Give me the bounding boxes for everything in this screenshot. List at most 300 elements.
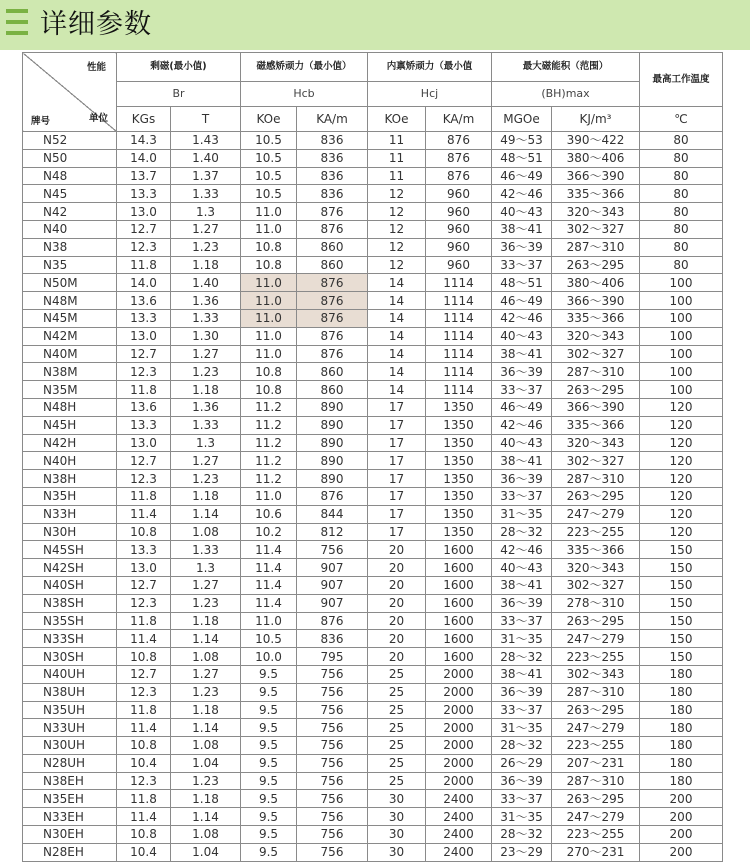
value-cell: 907 — [297, 559, 368, 577]
spec-table — [22, 52, 723, 862]
grade-cell: N45M — [23, 309, 117, 327]
value-cell: 1350 — [426, 434, 492, 452]
value-cell: 120 — [640, 470, 723, 488]
value-cell: 247～279 — [552, 808, 640, 826]
value-cell: 1.23 — [171, 683, 241, 701]
value-cell: 36～39 — [492, 363, 552, 381]
value-cell: 287～310 — [552, 772, 640, 790]
value-cell: 876 — [297, 612, 368, 630]
value-cell: 263～295 — [552, 612, 640, 630]
group-header-br: 剩磁(最小值) — [117, 53, 241, 82]
value-cell: 860 — [297, 238, 368, 256]
value-cell: 11.2 — [241, 470, 297, 488]
value-cell: 150 — [640, 630, 723, 648]
value-cell: 100 — [640, 327, 723, 345]
value-cell: 1.08 — [171, 737, 241, 755]
value-cell: 1.27 — [171, 576, 241, 594]
table-row — [23, 843, 723, 861]
value-cell: 150 — [640, 559, 723, 577]
table-row — [23, 487, 723, 505]
grade-cell: N45 — [23, 185, 117, 203]
value-cell: 1.27 — [171, 665, 241, 683]
value-cell: 13.6 — [117, 292, 171, 310]
value-cell: 11.0 — [241, 220, 297, 238]
grade-cell: N40UH — [23, 665, 117, 683]
value-cell: 11.4 — [117, 808, 171, 826]
value-cell: 12.7 — [117, 665, 171, 683]
unit-koe-hcb: KOe — [241, 107, 297, 132]
value-cell: 1.3 — [171, 203, 241, 221]
page-header — [0, 0, 750, 50]
value-cell: 150 — [640, 576, 723, 594]
value-cell: 36～39 — [492, 594, 552, 612]
value-cell: 80 — [640, 149, 723, 167]
grade-cell: N48H — [23, 398, 117, 416]
value-cell: 1600 — [426, 576, 492, 594]
value-cell: 9.5 — [241, 772, 297, 790]
value-cell: 80 — [640, 238, 723, 256]
table-row — [23, 381, 723, 399]
value-cell: 26～29 — [492, 754, 552, 772]
value-cell: 10.4 — [117, 754, 171, 772]
value-cell: 14 — [368, 327, 426, 345]
value-cell: 1.08 — [171, 523, 241, 541]
value-cell: 756 — [297, 737, 368, 755]
value-cell: 876 — [297, 487, 368, 505]
table-row — [23, 826, 723, 844]
value-cell: 9.5 — [241, 754, 297, 772]
table-row — [23, 452, 723, 470]
value-cell: 876 — [297, 327, 368, 345]
value-cell: 876 — [297, 220, 368, 238]
value-cell: 335～366 — [552, 185, 640, 203]
table-row — [23, 274, 723, 292]
value-cell: 1114 — [426, 309, 492, 327]
corner-brand: 牌号 — [31, 116, 51, 127]
value-cell: 13.3 — [117, 185, 171, 203]
value-cell: 876 — [297, 345, 368, 363]
grade-cell: N35H — [23, 487, 117, 505]
value-cell: 756 — [297, 665, 368, 683]
grade-cell: N30SH — [23, 648, 117, 666]
value-cell: 120 — [640, 416, 723, 434]
value-cell: 17 — [368, 523, 426, 541]
table-row — [23, 434, 723, 452]
value-cell: 150 — [640, 594, 723, 612]
value-cell: 844 — [297, 505, 368, 523]
value-cell: 25 — [368, 683, 426, 701]
value-cell: 20 — [368, 559, 426, 577]
value-cell: 1.43 — [171, 132, 241, 150]
value-cell: 150 — [640, 612, 723, 630]
value-cell: 9.5 — [241, 701, 297, 719]
table-row — [23, 505, 723, 523]
symbol-bhmax: (BH)max — [492, 82, 640, 107]
grade-cell: N38H — [23, 470, 117, 488]
value-cell: 2000 — [426, 719, 492, 737]
value-cell: 10.8 — [241, 256, 297, 274]
value-cell: 1350 — [426, 505, 492, 523]
value-cell: 1.18 — [171, 612, 241, 630]
grade-cell: N40H — [23, 452, 117, 470]
value-cell: 1114 — [426, 292, 492, 310]
value-cell: 1.18 — [171, 790, 241, 808]
value-cell: 1600 — [426, 541, 492, 559]
value-cell: 320～343 — [552, 327, 640, 345]
value-cell: 80 — [640, 167, 723, 185]
grade-cell: N38M — [23, 363, 117, 381]
table-row — [23, 559, 723, 577]
value-cell: 10.8 — [241, 381, 297, 399]
grade-cell: N35UH — [23, 701, 117, 719]
value-cell: 223～255 — [552, 826, 640, 844]
menu-icon — [6, 9, 28, 39]
group-header-max-temp: 最高工作温度 — [640, 53, 723, 107]
value-cell: 1.23 — [171, 594, 241, 612]
value-cell: 200 — [640, 808, 723, 826]
value-cell: 876 — [297, 274, 368, 292]
value-cell: 1.27 — [171, 220, 241, 238]
table-row — [23, 719, 723, 737]
value-cell: 200 — [640, 826, 723, 844]
value-cell: 38～41 — [492, 452, 552, 470]
table-row — [23, 665, 723, 683]
value-cell: 756 — [297, 843, 368, 861]
value-cell: 1.23 — [171, 238, 241, 256]
value-cell: 2400 — [426, 843, 492, 861]
value-cell: 207～231 — [552, 754, 640, 772]
value-cell: 287～310 — [552, 238, 640, 256]
value-cell: 876 — [297, 292, 368, 310]
value-cell: 11 — [368, 132, 426, 150]
value-cell: 1.18 — [171, 701, 241, 719]
table-row — [23, 470, 723, 488]
value-cell: 180 — [640, 737, 723, 755]
value-cell: 120 — [640, 505, 723, 523]
value-cell: 335～366 — [552, 309, 640, 327]
table-row — [23, 630, 723, 648]
value-cell: 11.8 — [117, 381, 171, 399]
value-cell: 876 — [297, 309, 368, 327]
value-cell: 1.18 — [171, 381, 241, 399]
table-row — [23, 701, 723, 719]
value-cell: 180 — [640, 754, 723, 772]
value-cell: 960 — [426, 185, 492, 203]
value-cell: 1600 — [426, 648, 492, 666]
value-cell: 150 — [640, 541, 723, 559]
value-cell: 11.0 — [241, 203, 297, 221]
grade-cell: N30H — [23, 523, 117, 541]
value-cell: 180 — [640, 665, 723, 683]
value-cell: 2400 — [426, 826, 492, 844]
value-cell: 30 — [368, 843, 426, 861]
value-cell: 11.4 — [241, 541, 297, 559]
value-cell: 12.3 — [117, 772, 171, 790]
value-cell: 120 — [640, 452, 723, 470]
value-cell: 2000 — [426, 665, 492, 683]
table-row — [23, 594, 723, 612]
group-header-bhmax: 最大磁能积（范围） — [492, 53, 640, 82]
value-cell: 1.18 — [171, 487, 241, 505]
value-cell: 10.5 — [241, 185, 297, 203]
value-cell: 12 — [368, 238, 426, 256]
value-cell: 1.14 — [171, 808, 241, 826]
value-cell: 11.4 — [241, 594, 297, 612]
value-cell: 11.4 — [117, 630, 171, 648]
unit-kgs: KGs — [117, 107, 171, 132]
group-header-hcb: 磁感矫顽力（最小值） — [241, 53, 368, 82]
table-row — [23, 327, 723, 345]
value-cell: 12 — [368, 203, 426, 221]
value-cell: 836 — [297, 167, 368, 185]
value-cell: 320～343 — [552, 203, 640, 221]
value-cell: 10.8 — [241, 238, 297, 256]
value-cell: 120 — [640, 434, 723, 452]
value-cell: 366～390 — [552, 167, 640, 185]
grade-cell: N35M — [23, 381, 117, 399]
value-cell: 1.14 — [171, 505, 241, 523]
grade-cell: N42M — [23, 327, 117, 345]
value-cell: 36～39 — [492, 683, 552, 701]
value-cell: 263～295 — [552, 487, 640, 505]
value-cell: 14.3 — [117, 132, 171, 150]
grade-cell: N33UH — [23, 719, 117, 737]
value-cell: 247～279 — [552, 719, 640, 737]
value-cell: 38～41 — [492, 220, 552, 238]
value-cell: 795 — [297, 648, 368, 666]
value-cell: 13.0 — [117, 559, 171, 577]
value-cell: 12.7 — [117, 345, 171, 363]
value-cell: 1114 — [426, 327, 492, 345]
value-cell: 860 — [297, 381, 368, 399]
grade-cell: N35 — [23, 256, 117, 274]
value-cell: 960 — [426, 203, 492, 221]
value-cell: 320～343 — [552, 559, 640, 577]
grade-cell: N38EH — [23, 772, 117, 790]
value-cell: 1.08 — [171, 648, 241, 666]
grade-cell: N40SH — [23, 576, 117, 594]
value-cell: 48～51 — [492, 274, 552, 292]
value-cell: 12.3 — [117, 470, 171, 488]
value-cell: 302～327 — [552, 452, 640, 470]
value-cell: 14 — [368, 309, 426, 327]
value-cell: 335～366 — [552, 541, 640, 559]
value-cell: 812 — [297, 523, 368, 541]
value-cell: 1350 — [426, 416, 492, 434]
value-cell: 13.6 — [117, 398, 171, 416]
value-cell: 9.5 — [241, 719, 297, 737]
corner-header — [23, 53, 117, 132]
value-cell: 100 — [640, 381, 723, 399]
value-cell: 1.3 — [171, 434, 241, 452]
value-cell: 2000 — [426, 772, 492, 790]
value-cell: 11.0 — [241, 292, 297, 310]
value-cell: 1.27 — [171, 345, 241, 363]
value-cell: 302～327 — [552, 576, 640, 594]
value-cell: 366～390 — [552, 292, 640, 310]
value-cell: 9.5 — [241, 826, 297, 844]
table-row — [23, 256, 723, 274]
grade-cell: N50M — [23, 274, 117, 292]
grade-cell: N45H — [23, 416, 117, 434]
value-cell: 31～35 — [492, 630, 552, 648]
value-cell: 180 — [640, 719, 723, 737]
value-cell: 33～37 — [492, 487, 552, 505]
value-cell: 380～406 — [552, 149, 640, 167]
value-cell: 11.0 — [241, 327, 297, 345]
grade-cell: N42 — [23, 203, 117, 221]
value-cell: 120 — [640, 523, 723, 541]
value-cell: 1350 — [426, 470, 492, 488]
value-cell: 17 — [368, 434, 426, 452]
value-cell: 36～39 — [492, 470, 552, 488]
value-cell: 80 — [640, 185, 723, 203]
grade-cell: N50 — [23, 149, 117, 167]
value-cell: 1600 — [426, 612, 492, 630]
value-cell: 1.33 — [171, 185, 241, 203]
value-cell: 756 — [297, 701, 368, 719]
value-cell: 46～49 — [492, 167, 552, 185]
value-cell: 876 — [426, 132, 492, 150]
table-row — [23, 808, 723, 826]
value-cell: 100 — [640, 345, 723, 363]
table-row — [23, 149, 723, 167]
value-cell: 200 — [640, 790, 723, 808]
value-cell: 23～29 — [492, 843, 552, 861]
table-row — [23, 167, 723, 185]
value-cell: 756 — [297, 772, 368, 790]
unit-kam-hcb: KA/m — [297, 107, 368, 132]
value-cell: 1.33 — [171, 541, 241, 559]
table-row — [23, 523, 723, 541]
value-cell: 25 — [368, 665, 426, 683]
value-cell: 2400 — [426, 790, 492, 808]
grade-cell: N52 — [23, 132, 117, 150]
value-cell: 180 — [640, 701, 723, 719]
value-cell: 1114 — [426, 345, 492, 363]
value-cell: 11.8 — [117, 790, 171, 808]
value-cell: 9.5 — [241, 843, 297, 861]
value-cell: 836 — [297, 149, 368, 167]
value-cell: 223～255 — [552, 648, 640, 666]
value-cell: 2000 — [426, 683, 492, 701]
value-cell: 40～43 — [492, 203, 552, 221]
value-cell: 14 — [368, 381, 426, 399]
value-cell: 100 — [640, 309, 723, 327]
value-cell: 28～32 — [492, 648, 552, 666]
table-row — [23, 416, 723, 434]
value-cell: 11 — [368, 149, 426, 167]
value-cell: 11.0 — [241, 345, 297, 363]
value-cell: 10.8 — [117, 523, 171, 541]
grade-cell: N40 — [23, 220, 117, 238]
grade-cell: N30UH — [23, 737, 117, 755]
value-cell: 12.3 — [117, 594, 171, 612]
value-cell: 25 — [368, 754, 426, 772]
grade-cell: N33EH — [23, 808, 117, 826]
value-cell: 1.33 — [171, 416, 241, 434]
table-row — [23, 737, 723, 755]
table-row — [23, 363, 723, 381]
value-cell: 1600 — [426, 594, 492, 612]
value-cell: 14 — [368, 274, 426, 292]
value-cell: 28～32 — [492, 523, 552, 541]
table-row — [23, 541, 723, 559]
value-cell: 263～295 — [552, 381, 640, 399]
grade-cell: N45SH — [23, 541, 117, 559]
grade-cell: N33SH — [23, 630, 117, 648]
value-cell: 40～43 — [492, 559, 552, 577]
value-cell: 20 — [368, 648, 426, 666]
value-cell: 20 — [368, 594, 426, 612]
value-cell: 1.36 — [171, 292, 241, 310]
value-cell: 2400 — [426, 808, 492, 826]
grade-cell: N40M — [23, 345, 117, 363]
value-cell: 12.7 — [117, 452, 171, 470]
value-cell: 1.30 — [171, 327, 241, 345]
value-cell: 80 — [640, 132, 723, 150]
value-cell: 836 — [297, 132, 368, 150]
value-cell: 80 — [640, 256, 723, 274]
table-row — [23, 132, 723, 150]
value-cell: 40～43 — [492, 327, 552, 345]
value-cell: 11.4 — [241, 559, 297, 577]
value-cell: 49～53 — [492, 132, 552, 150]
value-cell: 30 — [368, 790, 426, 808]
value-cell: 17 — [368, 416, 426, 434]
value-cell: 11.8 — [117, 701, 171, 719]
grade-cell: N30EH — [23, 826, 117, 844]
value-cell: 1.18 — [171, 256, 241, 274]
value-cell: 1600 — [426, 559, 492, 577]
value-cell: 247～279 — [552, 630, 640, 648]
value-cell: 11.8 — [117, 256, 171, 274]
value-cell: 20 — [368, 576, 426, 594]
value-cell: 10.5 — [241, 149, 297, 167]
value-cell: 12.3 — [117, 363, 171, 381]
value-cell: 1.04 — [171, 843, 241, 861]
value-cell: 200 — [640, 843, 723, 861]
table-row — [23, 185, 723, 203]
value-cell: 1.40 — [171, 149, 241, 167]
value-cell: 2000 — [426, 737, 492, 755]
value-cell: 890 — [297, 452, 368, 470]
value-cell: 247～279 — [552, 505, 640, 523]
page-title: 详细参数 — [40, 9, 152, 40]
value-cell: 756 — [297, 826, 368, 844]
value-cell: 860 — [297, 256, 368, 274]
value-cell: 907 — [297, 594, 368, 612]
value-cell: 10.0 — [241, 648, 297, 666]
value-cell: 223～255 — [552, 737, 640, 755]
value-cell: 10.8 — [117, 737, 171, 755]
value-cell: 17 — [368, 487, 426, 505]
value-cell: 13.3 — [117, 309, 171, 327]
value-cell: 25 — [368, 737, 426, 755]
value-cell: 1.23 — [171, 363, 241, 381]
value-cell: 13.3 — [117, 416, 171, 434]
symbol-hcj: Hcj — [368, 82, 492, 107]
value-cell: 1.3 — [171, 559, 241, 577]
value-cell: 302～327 — [552, 345, 640, 363]
corner-property: 性能 — [86, 62, 106, 73]
value-cell: 33～37 — [492, 612, 552, 630]
value-cell: 263～295 — [552, 790, 640, 808]
value-cell: 120 — [640, 398, 723, 416]
value-cell: 890 — [297, 470, 368, 488]
table-row — [23, 648, 723, 666]
value-cell: 14 — [368, 345, 426, 363]
